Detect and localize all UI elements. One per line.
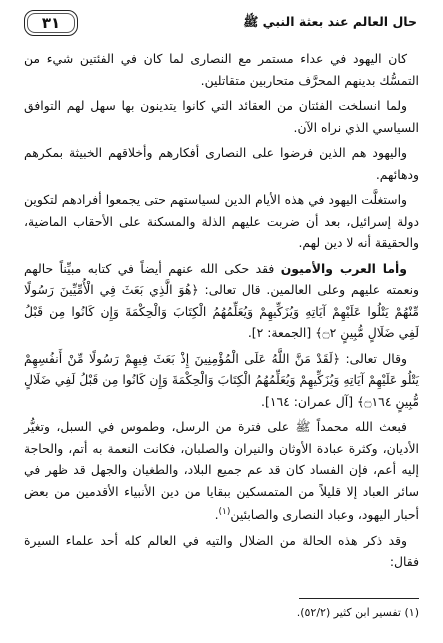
paragraph: واستغلَّت اليهود في هذه الأيام الدين لسياستهم حتى يجمعوا أفرادهم لتكوين دولة إسرائيل، بعد أن ضربت عليهم الذلة والمسكنة على الأحقاب الماضية، والحقيقة أنه لا دين لهم. [24, 192, 419, 250]
arabs-rest: فقد حكى الله عنهم أيضاً في كتابه مبيِّناً حالهم ونعمته عليهم وعلى العالمين. قال تعالى: [24, 260, 419, 297]
body-text [24, 48, 419, 573]
paragraph [24, 416, 419, 526]
verse-reference: [آل عمران: ١٦٤]. [261, 393, 357, 409]
verse-reference: [الجمعة: ٢]. [247, 325, 316, 340]
paragraph-text: فبعث الله محمداً ﷺ على فترة من الرسل، وطموس في السبل، وتغيُّر الأديان، وكثرة عبادة الأوثان والنيران والصلبان، فكانت النعمة به أتم، والحاجة إليه أعم، فإن الفساد كان قد عم جميع البلاد، والطغيان والجهل قد ظهر في سائر العباد إلا قليلاً من المتمسكين ببقايا من دين الأنبياء الأقدمين من بعض أحبار اليهود، وعباد النصارى والصابئين [24, 419, 419, 523]
page-header [24, 6, 419, 40]
arabs-paragraph [24, 258, 419, 344]
quran-verse: ﴿لَقَدْ مَنَّ اللَّهُ عَلَى الْمُؤْمِنِينَ إِذْ بَعَثَ فِيهِمْ رَسُولًا مِّنْ أَنفُسِهِمْ يَتْلُو عَلَيْهِمْ آيَاتِهِ وَيُزَكِّيهِمْ وَيُعَلِّمُهُمُ الْكِتَابَ وَالْحِكْمَةَ وَإِن كَانُوا مِن قَبْلُ لَفِي ضَلَالٍ مُّبِينٍ ۝١٦٤﴾ [24, 350, 419, 409]
footnote-area [24, 598, 419, 621]
quran-verse: ﴿هُوَ الَّذِي بَعَثَ فِي الْأُمِّيِّينَ رَسُولًا مِّنْهُمْ يَتْلُوا عَلَيْهِمْ آيَاتِهِ وَيُزَكِّيهِمْ وَيُعَلِّمُهُمُ الْكِتَابَ وَالْحِكْمَةَ وَإِن كَانُوا مِن قَبْلُ لَفِي ضَلَالٍ مُّبِينٍ ۝٢﴾ [24, 282, 419, 340]
header-rule [24, 36, 419, 37]
paragraph: ولما انسلخت الفئتان من العقائد التي كانوا يتدينون بها سهل لهم التوافق السياسي الذي نراه الآن. [24, 98, 419, 135]
footnote-marker: (١) [218, 507, 231, 517]
page-number: ٣١ [24, 10, 78, 36]
arabs-lead: وأما العرب والأميون [280, 260, 407, 276]
footnote: (١) تفسير ابن كثير (٥٢/٢). [296, 606, 419, 619]
paragraph: وقد ذكر هذه الحالة من الضلال والتيه في العالم كله أحد علماء السيرة فقال: [24, 532, 419, 570]
running-title: حال العالم عند بعثة النبي ﷺ [243, 13, 417, 29]
verse-intro: وقال تعالى: [340, 350, 407, 366]
paragraph: واليهود هم الذين فرضوا على النصارى أفكارهم وأخلاقهم الخبيثة بمكرهم ودهائهم. [24, 145, 419, 182]
paragraph: كان اليهود في عداء مستمر مع النصارى لما كان في الفئتين شيء من التمسُّك بدينهم المحرَّف متحاربين متقاتلين. [24, 51, 419, 88]
footnote-rule [299, 598, 419, 599]
verse-paragraph [24, 348, 419, 413]
paragraph-end: . [214, 507, 219, 523]
